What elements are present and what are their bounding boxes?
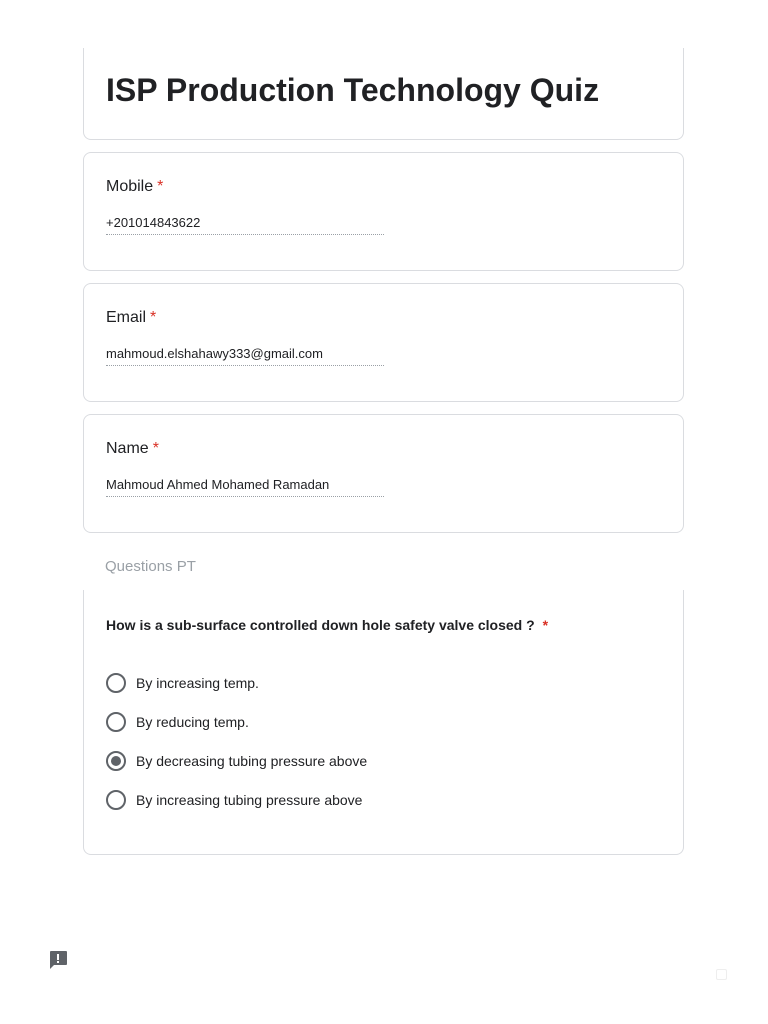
option-label: By decreasing tubing pressure above — [136, 753, 368, 769]
form-title: ISP Production Technology Quiz — [106, 72, 600, 108]
question-card — [83, 590, 684, 855]
radio-option-increasing-temp[interactable] — [106, 672, 259, 694]
required-asterisk: * — [157, 178, 164, 195]
radio-button[interactable] — [106, 790, 126, 810]
required-asterisk: * — [542, 617, 549, 633]
radio-option-decreasing-pressure[interactable] — [106, 750, 367, 772]
required-asterisk: * — [152, 440, 159, 457]
feedback-icon-graphic — [48, 950, 68, 970]
report-feedback-icon[interactable] — [48, 950, 68, 970]
form-title-card — [83, 48, 684, 140]
option-label: By increasing tubing pressure above — [136, 792, 363, 808]
radio-button-selected[interactable] — [106, 751, 126, 771]
radio-button[interactable] — [106, 673, 126, 693]
section-header: Questions PT — [105, 558, 196, 575]
mobile-label-text: Mobile — [106, 178, 154, 195]
email-label — [106, 308, 156, 328]
required-asterisk: * — [150, 309, 157, 326]
corner-widget — [716, 969, 727, 980]
mobile-input[interactable]: +201014843622 — [106, 214, 384, 235]
question-text — [106, 615, 548, 635]
radio-button[interactable] — [106, 712, 126, 732]
option-label: By reducing temp. — [136, 714, 249, 730]
name-label-text: Name — [106, 440, 149, 457]
radio-option-reducing-temp[interactable] — [106, 711, 249, 733]
radio-option-increasing-pressure[interactable] — [106, 789, 362, 811]
question-label: How is a sub-surface controlled down hole safety valve closed ? — [106, 617, 535, 633]
mobile-label — [106, 177, 163, 197]
option-label: By increasing temp. — [136, 675, 259, 691]
name-label — [106, 439, 159, 459]
email-label-text: Email — [106, 309, 147, 326]
email-input[interactable]: mahmoud.elshahawy333@gmail.com — [106, 345, 384, 366]
name-field-card — [83, 414, 684, 533]
email-field-card — [83, 283, 684, 402]
name-input[interactable]: Mahmoud Ahmed Mohamed Ramadan — [106, 476, 384, 497]
mobile-field-card — [83, 152, 684, 271]
